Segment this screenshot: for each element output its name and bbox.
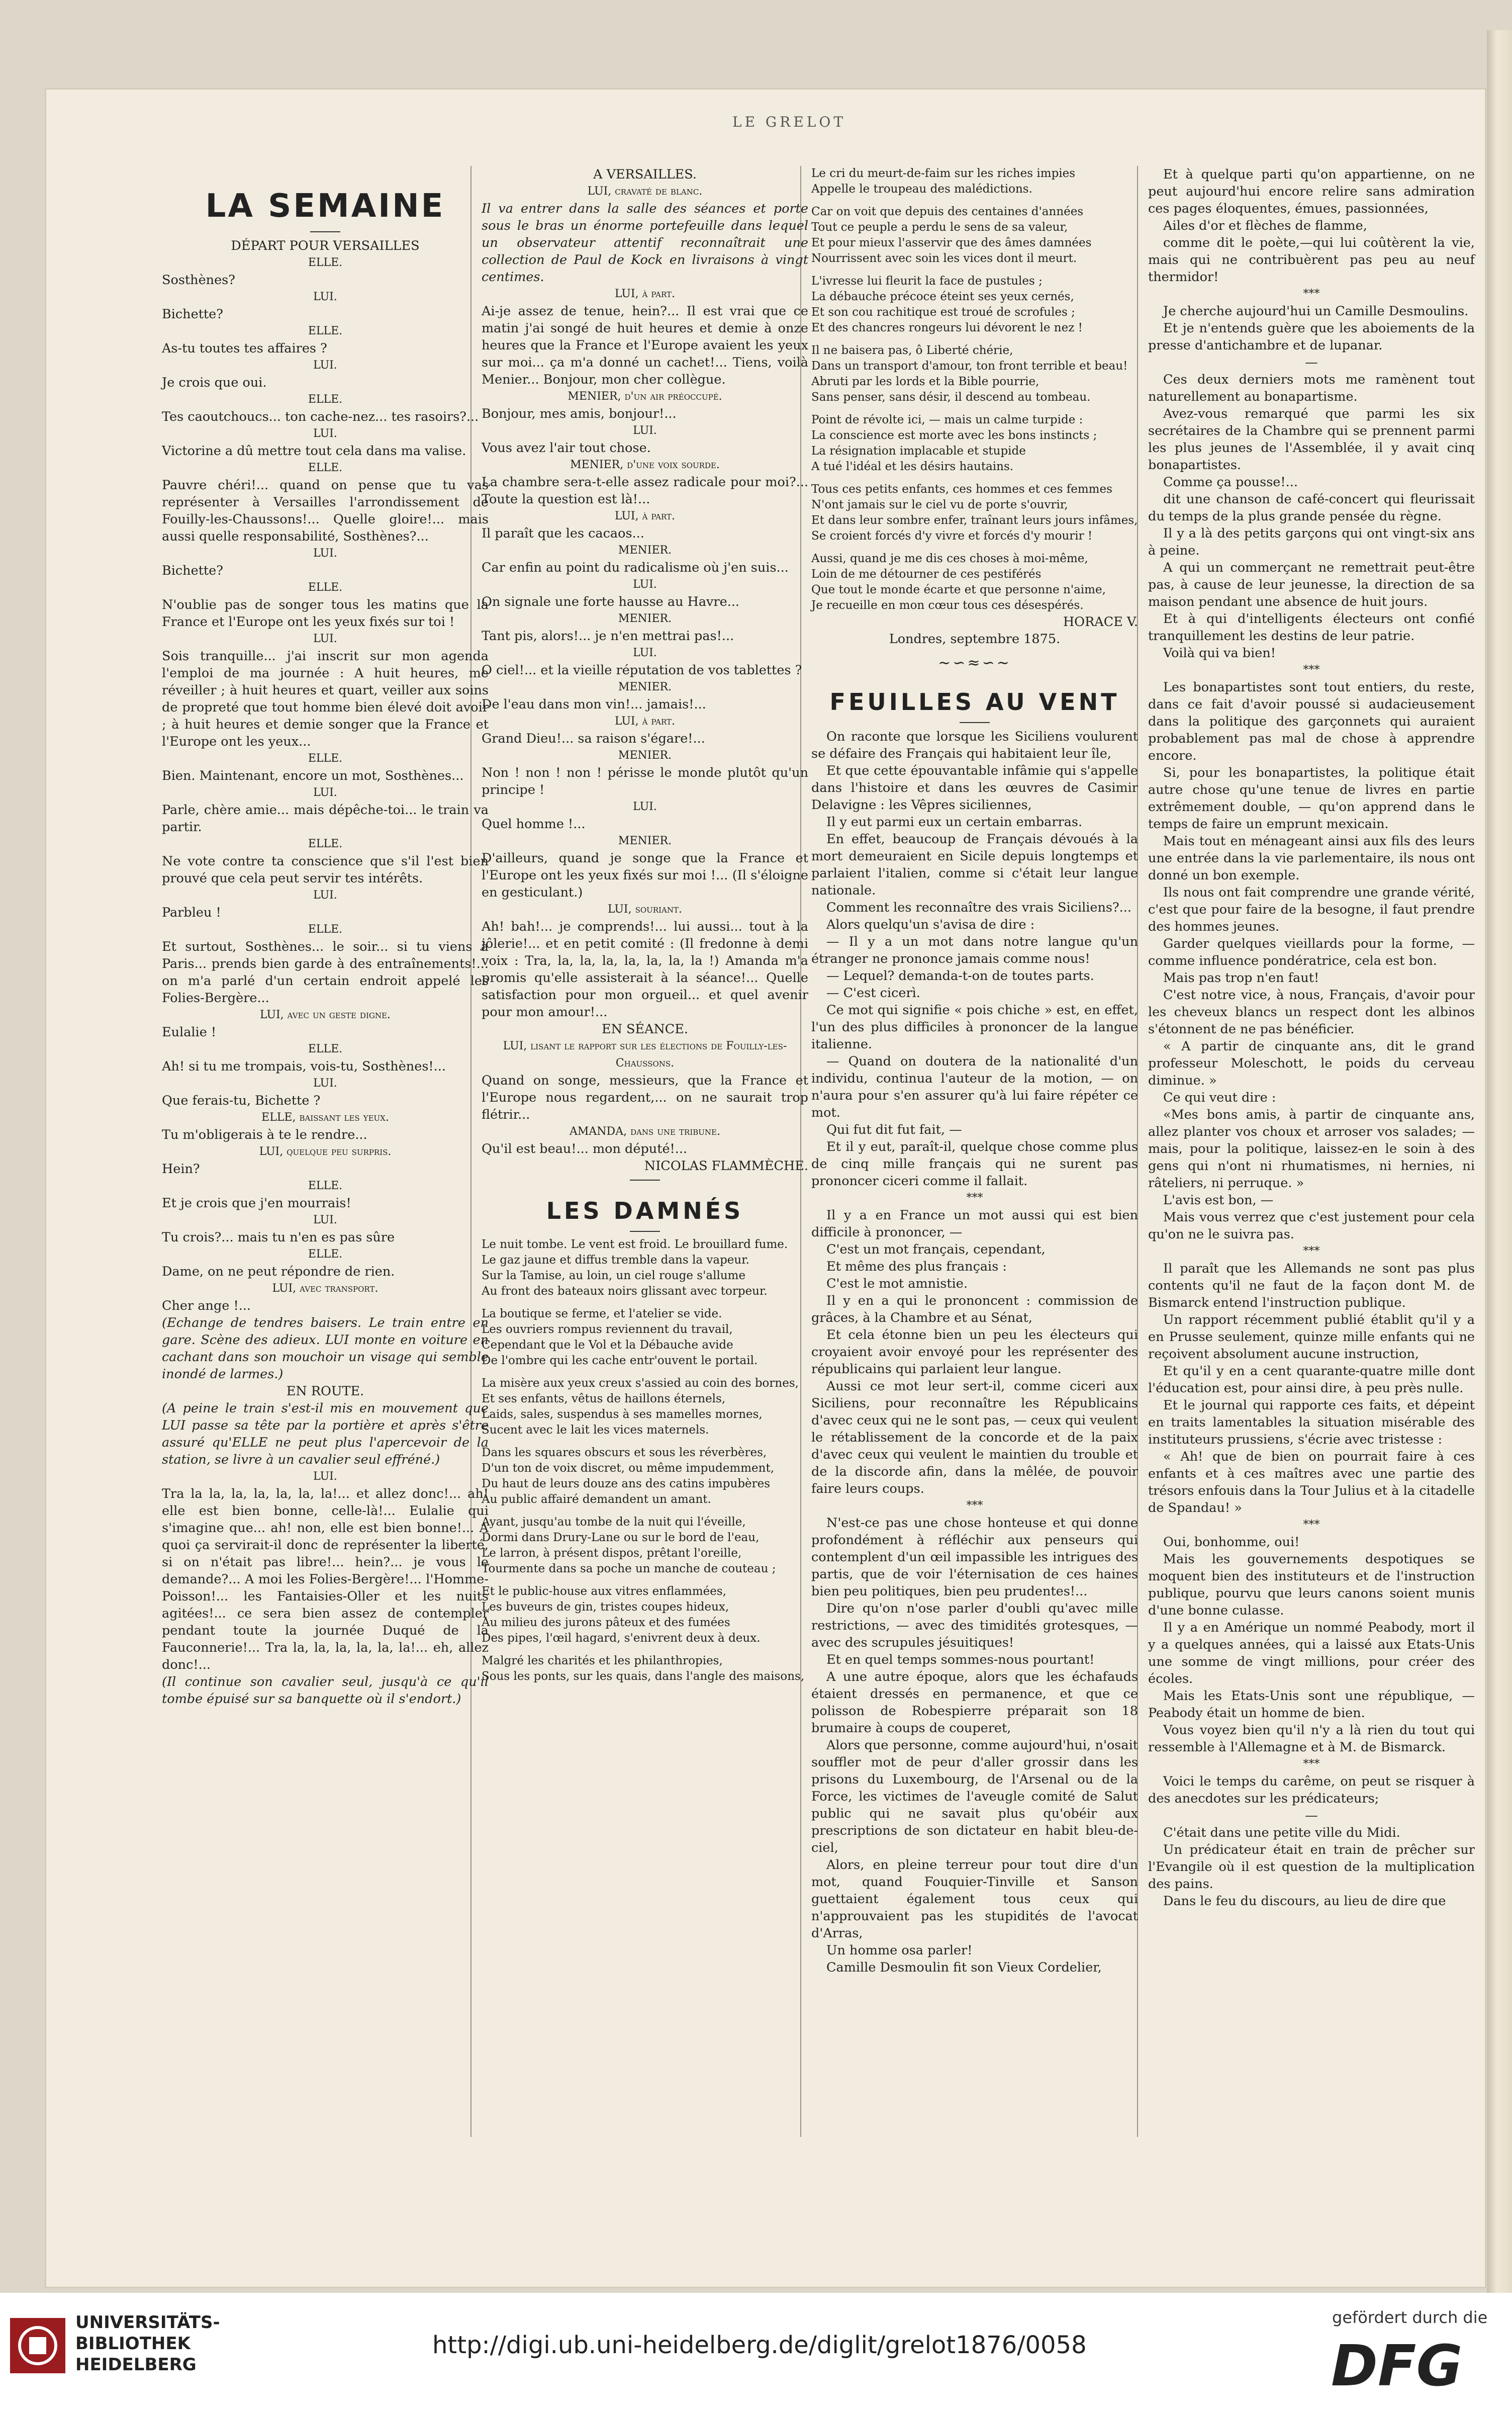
title-divider [310,231,340,232]
speaker: LUI, avec un geste digne. [260,1009,391,1021]
source-url-link[interactable]: http://digi.ub.uni-heidelberg.de/diglit/grelot1876/0058 [432,2331,1087,2359]
asterism-divider: *** [1303,1245,1320,1258]
dialogue-line: Parle, chère amie... mais dépêche-toi... le train va partir. [162,802,489,835]
paragraph: Alors, en pleine terreur pour tout dire d'un mot, quand Fouquier-Tinville et Sanson guettaient également tous ceux qui n'approuvaient pas les stupidités de l'avocat d'Arras, [811,1857,1138,1941]
paragraph: C'est le mot amnistie. [826,1276,968,1291]
poem-line: Le cri du meurt-de-faim sur les riches impies [811,167,1076,180]
paragraph: — Il y a un mot dans notre langue qu'un étranger ne prononce jamais comme nous! [811,934,1138,966]
dialogue-line: Ne vote contre ta conscience que s'il l'est bien prouvé que cela peut servir tes intérêts. [162,854,489,886]
speaker: MENIER, d'un air préoccupé. [568,390,722,403]
paragraph: Et même des plus français : [826,1259,1007,1274]
speaker: LUI, à part. [614,510,676,522]
dialogue-line: Quand on songe, messieurs, que la France et l'Europe nous regardent,... on ne saurait trop flétrir... [482,1073,808,1122]
paragraph: Et en quel temps sommes-nous pourtant! [826,1652,1095,1667]
paragraph: dit une chanson de café-concert qui fleurissait du temps de la plus grande pensée du règne. [1148,492,1475,524]
paragraph: Avez-vous remarqué que parmi les six secrétaires de la Chambre qui se prennent parmi les plus jeunes de l'Assemblée, il y avait cinq bonapartistes. [1148,406,1475,473]
dialogue-line: Grand Dieu!... sa raison s'égare!... [482,731,705,746]
dialogue-line: On signale une forte hausse au Havre... [482,594,740,609]
speaker: ELLE. [308,325,343,337]
poem-line: Les ouvriers rompus reviennent du travail, [482,1323,733,1336]
speaker: ELLE. [308,752,343,765]
poem-line: Tout ce peuple a perdu le sens de sa valeur, [811,221,1068,234]
poem-line: Les buveurs de gin, tristes coupes hideux, [482,1600,729,1614]
column-la-semaine [162,166,489,1708]
speaker: ELLE. [308,256,343,269]
poem-line: Le gaz jaune et diffus tremble dans la vapeur. [482,1254,749,1267]
poem-line: La débauche précoce éteint ses yeux cernés, [811,290,1074,303]
poem-line: Il ne baisera pas, ô Liberté chérie, [811,344,1013,357]
poem-line: Nourrissent avec soin les vices dont il meurt. [811,252,1077,265]
dialogue-line: Bichette? [162,307,223,322]
poem-line: Sur la Tamise, au loin, un ciel rouge s'allume [482,1269,746,1282]
paragraph: Alors que personne, comme aujourd'hui, n'osait souffler mot de peur d'aller grossir dans les prisons du Luxembourg, de l'Arsenal ou de la Force, les victimes de l'aveugle comité de Salut public qui ne savait plus qu'obéir aux prescriptions de son dictateur en habit bleu-de-ciel, [811,1738,1138,1855]
dialogue [482,286,808,1021]
poem-line: Se croient forcés d'y vivre et forcés d'y mourir ! [811,529,1093,543]
poem-line [482,1438,808,1445]
speaker: MENIER, d'une voix sourde. [570,459,720,471]
page-edge [1487,30,1512,2293]
speaker: ELLE. [308,462,343,474]
dialogue-line: Cher ange !... [162,1298,251,1313]
paragraph: Si, pour les bonapartistes, la politique était autre chose qu'une tenue de livres en partie extrêmement double, — qu'on apprend dans le temps de faire un emprunt mexicain. [1148,765,1475,832]
speaker: LUI. [633,578,657,591]
speaker: LUI. [633,424,657,437]
poem-line [811,266,1138,274]
poem-line: Point de révolte ici, — mais un calme turpide : [811,413,1083,426]
paragraph: On raconte que lorsque les Siciliens voulurent se défaire des Français qui habitaient leur île, [811,729,1138,761]
university-seal-icon [10,2318,65,2373]
dialogue-line: Que ferais-tu, Bichette ? [162,1093,321,1108]
paragraph: « A partir de cinquante ans, dit le grand professeur Moleschott, le poids du cerveau diminue. » [1148,1039,1475,1088]
dialogue-line: Vous avez l'air tout chose. [482,440,651,456]
poem-line [482,1646,808,1653]
paragraph: Et il y eut, paraît-il, quelque chose comme plus de cinq mille français qui ne surent pas prononcer ciceri comme il fallait. [811,1139,1138,1189]
poem-line: Et pour mieux l'asservir que des âmes damnées [811,236,1092,249]
poem-line: Loin de me détourner de ces pestiférés [811,568,1042,581]
paragraph: Un prédicateur était en train de prêcher sur l'Evangile où il est question de la multiplication des pains. [1148,1842,1475,1892]
paragraph: Vous voyez bien qu'il n'y a là rien du tout qui ressemble à l'Allemagne et à M. de Bismarck. [1148,1723,1475,1755]
paragraph: Voici le temps du carême, on peut se risquer à des anecdotes sur les prédicateurs; [1148,1774,1475,1806]
paragraph: Il y eut parmi eux un certain embarras. [826,815,1083,830]
speaker: MENIER. [618,835,672,847]
poem-line: Ayant, jusqu'au tombe de la nuit qui l'éveille, [482,1515,746,1529]
poem-line: Des pipes, l'œil hagard, s'enivrent deux à deux. [482,1632,761,1645]
paragraph: Camille Desmoulin fit son Vieux Cordelier, [826,1960,1102,1975]
paragraph: Ailes d'or et flèches de flamme, [1163,218,1367,233]
poem-line: Et son cou rachitique est troué de scrofules ; [811,306,1075,319]
library-name-line: UNIVERSITÄTS- [75,2312,220,2333]
scene-subtitle: EN ROUTE. [286,1384,364,1399]
poem-line: A tué l'idéal et les désirs hautains. [811,460,1014,473]
paragraph: Je cherche aujourd'hui un Camille Desmoulins. [1163,304,1469,319]
speaker: LUI, à part. [614,715,676,728]
dialogue-line: Qu'il est beau!... mon député!... [482,1141,688,1156]
signature: NICOLAS FLAMMÈCHE. [644,1158,808,1174]
paragraph: A qui un commerçant ne remettrait peut-être pas, à cause de leur jeunesse, la direction de sa maison pendant une absence de huit jours. [1148,560,1475,609]
poem-date: Londres, septembre 1875. [889,632,1061,647]
scene-subtitle: A VERSAILLES. [593,167,697,182]
poem-line: Malgré les charités et les philanthropies, [482,1654,723,1667]
dialogue-line: Il paraît que les cacaos... [482,526,644,541]
speaker: LUI. [313,1470,337,1483]
column-versailles [482,166,808,1684]
speaker: ELLE. [308,393,343,406]
speaker: LUI, avec transport. [272,1282,379,1295]
speaker: LUI, cravaté de blanc. [587,185,703,198]
speaker: LUI, souriant. [607,903,682,916]
paragraph: C'était dans une petite ville du Midi. [1163,1825,1400,1840]
speaker: LUI. [633,800,657,813]
poem-line: Je recueille en mon cœur tous ces désespérés. [811,599,1084,612]
speaker: ELLE. [308,838,343,850]
paragraph: Il y a en France un mot aussi qui est bien difficile à prononcer, — [811,1208,1138,1240]
paragraph: Mais pas trop n'en faut! [1163,970,1319,986]
paragraph: L'avis est bon, — [1163,1193,1274,1208]
poem-line [811,544,1138,551]
dialogue [162,254,489,1314]
paragraph: A une autre époque, alors que les échafauds étaient dressés en permanence, et que ce polisson de Robespierre préparait son 18 brumaire à coups de couperet, [811,1669,1138,1736]
speaker: LUI. [313,1214,337,1226]
speaker: LUI. [313,291,337,303]
poem-line: Sucent avec le lait les vices maternels. [482,1423,709,1437]
poem-line: Et dans leur sombre enfer, traînant leurs jours infâmes, [811,514,1138,527]
paragraph: Mais vous verrez que c'est justement pour cela qu'on ne le suivra pas. [1148,1210,1475,1242]
speaker: LUI. [313,889,337,902]
dfg-logo [1327,2333,1478,2393]
dialogue-line: Tu m'obligerais à te le rendre... [162,1127,367,1142]
paragraph: Il y a là des petits garçons qui ont vingt-six ans à peine. [1148,526,1475,558]
speaker: MENIER. [618,544,672,557]
paragraph: Mais les gouvernements despotiques se moquent bien des instituteurs et de l'instruction publique, pourvu que leurs canons soient munis d'une bonne culasse. [1148,1552,1475,1618]
speaker: LUI. [313,633,337,645]
poem-line: L'ivresse lui fleurit la face de pustules ; [811,275,1043,288]
poem-line: Sous les ponts, sur les quais, dans l'angle des maisons, [482,1670,805,1683]
speaker: MENIER. [618,749,672,762]
section-divider [960,722,990,723]
scene-subtitle: DÉPART POUR VERSAILLES [231,238,420,253]
dialogue-line: Tra la la, la, la, la, la, la!... et allez donc!... ah! elle est bien bonne, celle-là!... Eulalie qui s'imagine que... ah! non, elle est bien bonne!... A quoi ça servirait-il donc de représenter la liberté, si on n'était pas libre!... hein?... je vous le demande?... A moi les Folies-Bergère!... l'Homme-Poisson!... les Fantaisies-Oller et les nuits agitées!... ce sera bien assez de contempler pendant toute la journée Duqué de la Fauconnerie!... Tra la, la, la, la, la, la!... eh, allez donc!... [162,1486,489,1672]
poem-line: Sans penser, sans désir, il descend au tombeau. [811,391,1091,404]
ornament-divider: ∼∽≈∽∼ [938,654,1011,672]
poem-line: Et ses enfants, vêtus de haillons éternels, [482,1392,726,1405]
speaker: LUI, à part. [614,288,676,300]
running-head: LE GRELOT [732,114,846,130]
paragraph: Ce qui veut dire : [1163,1090,1276,1105]
poem-line [482,1577,808,1584]
poem-line: Dans les squares obscurs et sous les réverbères, [482,1446,767,1459]
speaker: LUI, lisant le rapport sur les élections de Fouilly-les-Chaussons. [503,1040,787,1069]
speaker: ELLE. [308,923,343,936]
poem-title: LES DAMNÉS [546,1197,744,1224]
paragraph: Oui, bonhomme, oui! [1163,1535,1300,1550]
poem-line: Le larron, à présent dispos, prêtant l'oreille, [482,1547,742,1560]
asterism-divider: *** [966,1499,983,1512]
poem-line: Au public affairé demandent un amant. [482,1493,711,1506]
poem-line: Au front des bateaux noirs glissant avec torpeur. [482,1285,768,1298]
dialogue-line: Tu crois?... mais tu n'en es pas sûre [162,1230,395,1245]
poem-line: Du haut de leurs douze ans des catins impubères [482,1477,771,1490]
dialogue-line: Non ! non ! non ! périsse le monde plutôt qu'un principe ! [482,765,808,797]
paragraph: Mais les Etats-Unis sont une république, — Peabody était un homme de bien. [1148,1688,1475,1721]
asterism-divider: *** [1303,288,1320,300]
stage-direction: (A peine le train s'est-il mis en mouvement que LUI passe sa tête par la portière et après s'être assuré qu'ELLE ne peut plus l'apercevoir de la station, se livre à un cavalier seul effréné.) [162,1401,489,1467]
dialogue-line: Ai-je assez de tenue, hein?... Il est vrai que ce matin j'ai songé de huit heures et demie à onze heures que la France et l'Europe avaient les yeux sur moi... ça m'a donné un cachet!... Tiens, voilà Menier... Bonjour, mon cher collègue. [482,304,808,387]
poem-line: La résignation implacable et stupide [811,444,1026,458]
poem-line: N'ont jamais sur le ciel vu de porte s'ouvrir, [811,498,1068,511]
dialogue-line: Bien. Maintenant, encore un mot, Sosthènes... [162,768,464,783]
article-title: LA SEMAINE [205,188,445,225]
dialogue-line: Dame, on ne peut répondre de rien. [162,1264,395,1279]
paragraph: Alors quelqu'un s'avisa de dire : [826,917,1035,932]
section-divider [630,1231,660,1232]
dialogue-line: Tes caoutchoucs... ton cache-nez... tes rasoirs?... [162,409,479,424]
poem-line [811,336,1138,343]
asterism-divider: *** [966,1192,983,1204]
poem-line [482,1507,808,1514]
poem-line: D'un ton de voix discret, ou même impudemment, [482,1462,775,1475]
paragraph: C'est un mot français, cependant, [826,1242,1046,1257]
poem-line: De l'ombre qui les cache entr'ouvent le portail. [482,1354,758,1367]
poem-line: Dormi dans Drury-Lane ou sur le bord de l'eau, [482,1531,760,1544]
speaker: LUI. [313,1077,337,1090]
scene-subtitle: EN SÉANCE. [601,1022,689,1037]
dialogue-line: Pauvre chéri!... quand on pense que tu vas représenter à Versailles l'arrondissement de Fouilly-les-Chaussons!... Quelle gloire!... mais aussi quelle responsabilité, Sosthènes?... [162,478,489,544]
speaker: ELLE. [308,1043,343,1055]
stage-direction: (Il continue son cavalier seul, jusqu'à ce qu'il tombe épuisé sur sa banquette où il s'endort.) [162,1674,489,1707]
dialogue-line: Bichette? [162,563,223,578]
paragraph: Ils nous ont fait comprendre une grande vérité, c'est que pour faire de la besogne, il faut prendre des hommes jeunes. [1148,885,1475,934]
poem-line: Aussi, quand je me dis ces choses à moi-même, [811,552,1088,565]
stage-direction: (Echange de tendres baisers. Le train entre en gare. Scène des adieux. LUI monte en voiture en cachant dans son mouchoir un visage qui semble inondé de larmes.) [162,1315,489,1382]
dialogue-line: Bonjour, mes amis, bonjour!... [482,406,677,421]
poem-line [811,405,1138,412]
asterism-divider: *** [1303,1518,1320,1531]
poem-line [482,1299,808,1306]
speaker: ELLE. [308,581,343,594]
speaker: MENIER. [618,612,672,625]
dialogue-line: La chambre sera-t-elle assez radicale pour moi?... Toute la question est là!... [482,475,808,507]
paragraph: Aussi ce mot leur sert-il, comme ciceri aux Siciliens, pour reconnaître les Républicains d'avec ceux qui ne le sont pas, — ceux qui veulent le rétablissement de la concorde et de la paix d'avec ceux qui veulent le maintien du trouble et de la discorde afin, dans la mêlée, de pouvoir faire leurs coups. [811,1379,1138,1496]
paragraph: «Mes bons amis, à partir de cinquante ans, allez planter vos choux et arroser vos salades; — mais, pour la politique, laissez-en le soin à des gens qui n'ont ni rhumatismes, ni hernies, ni râteliers, ni perruque. » [1148,1107,1475,1191]
dialogue-line: O ciel!... et la vieille réputation de vos tablettes ? [482,663,802,678]
dialogue-line: Car enfin au point du radicalisme où j'en suis... [482,560,789,575]
paragraph: Voilà qui va bien! [1163,646,1276,661]
paragraph: Et à quelque parti qu'on appartienne, on ne peut aujourd'hui encore relire sans admiration ces pages éloquentes, émues, passionnées, [1148,167,1475,216]
funding-note: gefördert durch die [1332,2308,1488,2327]
poem-line: Tourmente dans sa poche un manche de couteau ; [482,1562,776,1575]
paragraph: Comme ça pousse!... [1163,475,1298,490]
poem-line: Car on voit que depuis des centaines d'années [811,205,1084,218]
dialogue-line: Et surtout, Sosthènes... le soir... si tu viens à Paris... prends bien garde à des entraînements!... on m'a parlé d'un certain endroit appelé les Folies-Bergère... [162,939,489,1006]
poem-line: Cependant que le Vol et la Débauche avide [482,1338,733,1352]
poem-line: Tous ces petits enfants, ces hommes et ces femmes [811,483,1112,496]
paragraph: Comment les reconnaître des vrais Siciliens?... [826,900,1131,915]
poem-line: Et le public-house aux vitres enflammées, [482,1585,726,1598]
poem-line: Abruti par les lords et la Bible pourrie, [811,375,1040,388]
poem-line: La boutique se ferme, et l'atelier se vide. [482,1307,722,1320]
speaker: LUI. [313,547,337,560]
dfg-logo-text: DFG [1331,2334,1463,2393]
poem-line: Et des chancres rongeurs lui dévorent le nez ! [811,321,1083,334]
poem-line: Dans un transport d'amour, ton front terrible et beau! [811,360,1128,373]
dialogue-line: Tant pis, alors!... je n'en mettrai pas!... [482,629,734,644]
paragraph: Il paraît que les Allemands ne sont pas plus contents qu'il ne faut de la façon dont M. de Bismarck entend l'instruction publique. [1148,1261,1475,1310]
dialogue-line: Ah! bah!... je comprends!... lui aussi... tout à la jôlerie!... et en petit comité : (Il fredonne à demi voix : Tra, la, la, la, la, la, la, la !) Amanda m'a promis qu'elle assisterait à la séance!... Quelle satisfaction pour mon orgueil... et quel avenir pour mon amour!... [482,919,808,1020]
dialogue-line: As-tu toutes tes affaires ? [162,341,327,356]
paragraph: Et le journal qui rapporte ces faits, et dépeint en traits lamentables la situation misérable des instituteurs prussiens, s'écrie avec tristesse : [1148,1398,1475,1447]
library-name-line: HEIDELBERG [75,2355,197,2375]
speaker: MENIER. [618,681,672,693]
poem-line [811,197,1138,204]
paragraph: Et je n'entends guère que les aboiements de la presse d'antichambre et de lupanar. [1148,321,1475,353]
dialogue-line: De l'eau dans mon vin!... jamais!... [482,697,706,712]
paragraph: Garder quelques vieillards pour la forme, —comme influence pondératrice, cela est bon. [1148,936,1475,968]
speaker: AMANDA, dans une tribune. [570,1125,720,1138]
asterism-divider: *** [1303,664,1320,676]
dash-divider: — [1305,1808,1318,1823]
speaker: ELLE. [308,1248,343,1261]
column-continued [1148,166,1475,1910]
dialogue-line: D'ailleurs, quand je songe que la France et l'Europe ont les yeux fixés sur moi !... (Il s'éloigne en gesticulant.) [482,851,808,900]
poem-line: Le nuit tombe. Le vent est froid. Le brouillard fume. [482,1238,788,1251]
paragraph: — C'est cicerì. [826,986,920,1001]
poem-line: La conscience est morte avec les bons instincts ; [811,429,1097,442]
poem-line: Que tout le monde écarte et que personne n'aime, [811,583,1106,596]
poem-line: Laids, sales, suspendus à ses mamelles mornes, [482,1408,763,1421]
speaker: LUI. [313,786,337,799]
dialogue-line: Je crois que oui. [162,375,267,390]
speaker: LUI. [313,427,337,440]
poem-author: HORACE V. [1063,614,1138,630]
speaker: LUI. [633,647,657,659]
paragraph: En effet, beaucoup de Français dévoués à la mort demeuraient en Sicile depuis longtemps et parlaient l'italien, comme si c'était leur langue nationale. [811,832,1138,898]
paragraph: Dans le feu du discours, au lieu de dire que [1163,1894,1446,1909]
paragraph: Ce mot qui signifie « pois chiche » est, en effet, l'un des plus difficiles à prononcer de la langue italienne. [811,1003,1138,1052]
paragraph: Et cela étonne bien un peu les électeurs qui croyaient avoir envoyé pour les représenter des républicains qui parlaient leur langue. [811,1327,1138,1377]
paragraph: — Lequel? demanda-t-on de toutes parts. [826,968,1094,984]
dialogue-line: Parbleu ! [162,905,221,920]
speaker: LUI, quelque peu surpris. [259,1145,392,1158]
paragraph: Qui fut dit fut fait, — [826,1122,962,1137]
library-name-line: BIBLIOTHEK [75,2334,191,2354]
paragraph: Un rapport récemment publié établit qu'il y a en Prusse seulement, quinze mille enfants qui ne reçoivent absolument aucune instruction, [1148,1312,1475,1362]
paragraph: Les bonapartistes sont tout entiers, du reste, dans ce fait d'avoir poussé si audacieusement dans la politique des garçonnets qui auraient probablement pas mal de chose à apprendre encore. [1148,680,1475,763]
paragraph: Et qu'il y en a cent quarante-quatre mille dont l'éducation est, pour ainsi dire, à peu près nulle. [1148,1364,1475,1396]
speaker: ELLE, baissant les yeux. [261,1111,389,1124]
paragraph: Ces deux derniers mots me ramènent tout naturellement au bonapartisme. [1148,372,1475,404]
dialogue-line: N'oublie pas de songer tous les matins que la France et l'Europe ont les yeux fixés sur toi ! [162,597,489,630]
dialogue-line: Sosthènes? [162,273,235,288]
paragraph: Il y en a qui le prononcent : commission de grâces, à la Chambre et au Sénat, [811,1293,1138,1325]
dialogue-line: Eulalie ! [162,1025,217,1040]
dialogue-line: Sois tranquille... j'ai inscrit sur mon agenda l'emploi de ma journée : A huit heures, me réveiller ; à huit heures et quart, veiller aux soins de propreté que tout homme bien élevé doit avoir ; à huit heures et demie songer que la France et l'Europe ont les yeux... [162,649,489,749]
stage-direction: Il va entrer dans la salle des séances et porte sous le bras un énorme portefeuille dans lequel un observateur attentif reconnaîtrait une collection de Paul de Kock en livraisons à vingt centimes. [482,201,808,285]
article-body [811,728,1138,1976]
speaker: ELLE. [308,1180,343,1192]
dialogue-line: Ah! si tu me trompais, vois-tu, Sosthènes!... [162,1059,446,1074]
paragraph: Un homme osa parler! [826,1943,973,1958]
dialogue-line: Hein? [162,1161,200,1177]
column-feuilles-au-vent [811,166,1138,1976]
poem [482,1237,808,1684]
paragraph: C'est notre vice, à nous, Français, d'avoir pour les cheveux blancs un respect dont les albinos s'étonnent de ne pas bénéficier. [1148,988,1475,1037]
library-name [75,2312,220,2375]
dash-divider: — [1305,355,1318,370]
poem-line [482,1369,808,1376]
paragraph: Et à qui d'intelligents électeurs ont confié tranquillement les destins de leur patrie. [1148,611,1475,644]
paragraph: comme dit le poète,—qui lui coûtèrent la vie, mais qui ne contribuèrent pas peu au neuf thermidor! [1148,235,1475,285]
section-divider [630,1180,660,1181]
paragraph: Et que cette épouvantable infâmie qui s'appelle dans l'histoire et dans les œuvres de Casimir Delavigne : les Vêpres siciliennes, [811,763,1138,813]
paragraph: — Quand on doutera de la nationalité d'un individu, continua l'auteur de la motion, — on n'aura pour s'en assurer qu'à lui faire répéter ce mot. [811,1054,1138,1120]
poem [811,166,1138,613]
dialogue-line: Et je crois que j'en mourrais! [162,1196,351,1211]
poem-line: Appelle le troupeau des malédictions. [811,183,1032,196]
poem-line [811,475,1138,482]
paragraph: Dire qu'on n'ose parler d'oubli qu'avec mille restrictions, — avec des timidités grotesques, — avec des scrupules jésuitiques! [811,1601,1138,1650]
section-title: FEUILLES AU VENT [829,688,1120,716]
poem-line: Au milieu des jurons pâteux et des fumées [482,1616,730,1629]
poem-line: La misère aux yeux creux s'assied au coin des bornes, [482,1377,799,1390]
dialogue-line: Quel homme !... [482,817,586,832]
speaker: LUI. [313,359,337,372]
paragraph: Mais tout en ménageant ainsi aux fils des leurs une entrée dans la vie parlementaire, ils nous ont donné un bon exemple. [1148,834,1475,883]
dialogue-line: Victorine a dû mettre tout cela dans ma valise. [162,443,466,459]
asterism-divider: *** [1303,1758,1320,1770]
article-body [1148,166,1475,1910]
paragraph: Il y a en Amérique un nommé Peabody, mort il y a quelques années, qui a laissé aux Etats-Unis une somme de vingt millions, pour créer des écoles. [1148,1620,1475,1686]
paragraph: N'est-ce pas une chose honteuse et qui donne profondément à réfléchir aux penseurs qui contemplent d'un œil impassible les intrigues des partis, que de voir l'éternisation de ces haines bien peu politiques, bien peu prudentes!... [811,1515,1138,1599]
paragraph: « Ah! que de bien on pourrait faire à ces enfants et à ces maîtres avec une partie des trésors enfouis dans la Tour Julius et à la citadelle de Spandau! » [1148,1449,1475,1515]
